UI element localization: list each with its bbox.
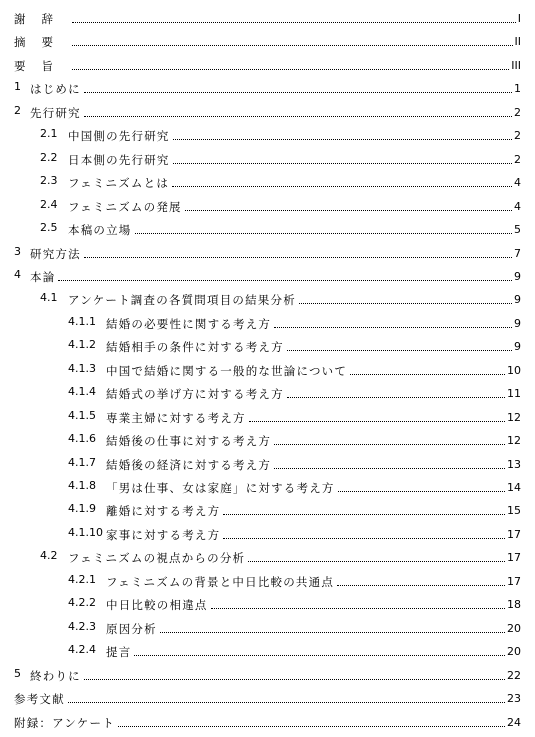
dot-leader xyxy=(249,421,505,422)
dot-leader xyxy=(172,186,512,187)
toc-entry[interactable] xyxy=(0,78,535,96)
toc-entry-title: 日本側の先行研究 xyxy=(68,152,170,167)
toc-entry-number: 4.2.2 xyxy=(68,596,96,610)
toc-entry-title: 中日比較の相違点 xyxy=(106,598,208,613)
toc-entry[interactable] xyxy=(0,149,535,167)
toc-entry-title: 参考文献 xyxy=(14,692,65,707)
toc-entry[interactable] xyxy=(0,618,535,636)
toc-entry-title: フェミニズムの背景と中日比較の共通点 xyxy=(106,574,335,589)
toc-entry-number: 4 xyxy=(14,267,21,281)
toc-entry-page: 23 xyxy=(507,692,521,706)
dot-leader xyxy=(84,679,505,680)
toc-entry-page: 17 xyxy=(507,574,521,588)
toc-entry[interactable] xyxy=(0,383,535,401)
toc-entry-number: 2.4 xyxy=(40,197,58,211)
dot-leader xyxy=(211,608,505,609)
toc-entry[interactable] xyxy=(0,641,535,659)
toc-entry-number: 4.1 xyxy=(40,291,58,305)
dot-leader xyxy=(338,491,505,492)
toc-entry[interactable] xyxy=(0,125,535,143)
toc-entry-page: III xyxy=(511,58,521,72)
toc-entry-number: 3 xyxy=(14,244,21,258)
toc-entry-title: 先行研究 xyxy=(30,105,81,120)
toc-entry-title: 家事に対する考え方 xyxy=(106,527,221,542)
dot-leader xyxy=(223,538,505,539)
toc-entry-title: 結婚相手の条件に対する考え方 xyxy=(106,340,284,355)
toc-entry-title: 中国で結婚に関する一般的な世論について xyxy=(106,363,348,378)
dot-leader xyxy=(160,632,505,633)
toc-entry-page: 9 xyxy=(514,316,521,330)
toc-entry-page: 15 xyxy=(507,504,521,518)
toc-entry-page: 2 xyxy=(514,129,521,143)
toc-entry[interactable] xyxy=(0,102,535,120)
toc-entry-title: フェミニズムの視点からの分析 xyxy=(68,551,246,566)
toc-entry-title: 謝辞 xyxy=(14,12,69,26)
dot-leader xyxy=(248,561,505,562)
dot-leader xyxy=(135,233,513,234)
toc-entry-title: 結婚式の挙げ方に対する考え方 xyxy=(106,387,284,402)
toc-entry-page: 10 xyxy=(507,363,521,377)
toc-entry-title: フェミニズムの発展 xyxy=(68,199,182,214)
dot-leader xyxy=(185,210,512,211)
toc-entry-page: 12 xyxy=(507,410,521,424)
toc-entry[interactable] xyxy=(0,454,535,472)
toc-entry[interactable] xyxy=(0,55,535,73)
toc-entry-title: はじめに xyxy=(30,82,81,97)
toc-entry[interactable] xyxy=(0,243,535,261)
toc-entry-title: 結婚後の仕事に対する考え方 xyxy=(106,434,272,449)
toc-entry-title: 結婚後の経済に対する考え方 xyxy=(106,457,272,472)
toc-entry[interactable] xyxy=(0,219,535,237)
toc-entry-number: 5 xyxy=(14,666,21,680)
toc-entry[interactable] xyxy=(0,289,535,307)
toc-entry-page: 14 xyxy=(507,481,521,494)
dot-leader xyxy=(274,327,512,328)
toc-entry-page: II xyxy=(514,35,521,49)
toc-entry[interactable] xyxy=(0,594,535,612)
dot-leader xyxy=(68,702,505,703)
toc-entry-title: 離婚に対する考え方 xyxy=(106,504,221,519)
toc-entry-number: 4.1.8 xyxy=(68,479,96,492)
toc-entry[interactable] xyxy=(0,547,535,565)
toc-entry-title: 中国側の先行研究 xyxy=(68,129,170,144)
toc-entry[interactable] xyxy=(0,336,535,354)
toc-entry[interactable] xyxy=(0,688,535,706)
toc-entry-page: 24 xyxy=(507,715,521,729)
toc-entry-number: 4.2.4 xyxy=(68,643,96,657)
toc-entry-page: 4 xyxy=(514,199,521,213)
toc-entry[interactable] xyxy=(0,313,535,331)
toc-entry[interactable] xyxy=(0,477,535,495)
dot-leader xyxy=(84,116,512,117)
toc-entry-title: 提言 xyxy=(106,645,132,660)
dot-leader xyxy=(173,163,512,164)
toc-entry-page: 11 xyxy=(507,387,521,401)
toc-entry-number: 2.1 xyxy=(40,127,58,141)
toc-entry-number: 4.1.9 xyxy=(68,502,96,516)
toc-entry-number: 4.2.3 xyxy=(68,619,96,633)
toc-entry[interactable] xyxy=(0,430,535,448)
toc-entry-page: 9 xyxy=(514,293,521,307)
toc-entry[interactable] xyxy=(0,712,535,730)
toc-entry-title: 「男は仕事、女は家庭」に対する考え方 xyxy=(106,481,335,495)
toc-entry-number: 4.2 xyxy=(40,549,58,563)
toc-entry-page: 20 xyxy=(507,621,521,635)
toc-entry-title: 摘要 xyxy=(14,35,69,50)
toc-entry[interactable] xyxy=(0,665,535,683)
dot-leader xyxy=(72,22,516,23)
toc-entry-page: I xyxy=(517,12,521,25)
toc-entry-page: 9 xyxy=(514,340,521,354)
toc-entry-page: 18 xyxy=(507,598,521,612)
toc-entry-page: 2 xyxy=(514,105,521,119)
toc-entry-title: 終わりに xyxy=(30,668,81,683)
toc-entry-number: 4.1.4 xyxy=(68,385,96,399)
toc-entry[interactable] xyxy=(0,407,535,425)
toc-entry[interactable] xyxy=(0,31,535,49)
toc-entry[interactable] xyxy=(0,360,535,378)
toc-entry-page: 17 xyxy=(507,527,521,541)
dot-leader xyxy=(274,468,505,469)
toc-entry-title: 専業主婦に対する考え方 xyxy=(106,410,246,425)
toc-entry-page: 4 xyxy=(514,176,521,190)
toc-entry-page: 20 xyxy=(507,645,521,659)
toc-entry-number: 2.5 xyxy=(40,221,58,235)
toc-entry-title: 研究方法 xyxy=(30,246,81,261)
dot-leader xyxy=(350,374,505,375)
toc-entry[interactable] xyxy=(0,196,535,214)
toc-entry-number: 2.2 xyxy=(40,150,58,164)
toc-entry-page: 12 xyxy=(507,434,521,448)
toc-entry-number: 2 xyxy=(14,103,21,117)
dot-leader xyxy=(72,69,509,70)
toc-entry-page: 13 xyxy=(507,457,521,471)
dot-leader xyxy=(287,397,505,398)
toc-entry-number: 4.1.3 xyxy=(68,361,96,375)
toc-entry-number: 2.3 xyxy=(40,174,58,188)
toc-entry-page: 1 xyxy=(514,82,521,96)
toc-entry-page: 22 xyxy=(507,668,521,682)
toc-entry-number: 4.1.7 xyxy=(68,455,96,469)
toc-entry-page: 17 xyxy=(507,551,521,565)
toc-entry-title: 原因分析 xyxy=(106,621,157,636)
dot-leader xyxy=(84,257,512,258)
toc-entry-title: アンケート調査の各質問項目の結果分析 xyxy=(68,293,296,308)
toc-entry-page: 9 xyxy=(514,269,521,283)
toc-entry-number: 1 xyxy=(14,80,21,94)
toc-entry-number: 4.1.1 xyxy=(68,314,96,328)
dot-leader xyxy=(134,655,505,656)
dot-leader xyxy=(223,514,505,515)
toc-entry-page: 7 xyxy=(514,246,521,260)
dot-leader xyxy=(287,350,512,351)
toc-entry-title: フェミニズムとは xyxy=(68,176,170,191)
dot-leader xyxy=(58,280,512,281)
toc-entry[interactable] xyxy=(0,524,535,542)
toc-entry-title: 要旨 xyxy=(14,58,69,73)
dot-leader xyxy=(173,139,512,140)
toc-entry-title: 本稿の立場 xyxy=(68,223,132,238)
dot-leader xyxy=(84,92,512,93)
toc-entry[interactable] xyxy=(0,500,535,518)
toc-entry[interactable] xyxy=(0,571,535,589)
dot-leader xyxy=(118,726,505,727)
toc-entry-number: 4.2.1 xyxy=(68,572,96,586)
toc-entry-number: 4.1.2 xyxy=(68,338,96,352)
toc-entry-number: 4.1.5 xyxy=(68,408,96,422)
toc-entry[interactable] xyxy=(0,266,535,284)
dot-leader xyxy=(274,444,505,445)
toc-entry-title: 本論 xyxy=(30,269,56,284)
toc-entry-number: 4.1.10 xyxy=(68,525,103,539)
dot-leader xyxy=(72,45,513,46)
toc-entry-title: 附録：アンケート xyxy=(14,715,115,730)
toc-entry[interactable] xyxy=(0,172,535,190)
toc-entry[interactable] xyxy=(0,8,535,26)
dot-leader xyxy=(299,303,512,304)
toc-entry-page: 2 xyxy=(514,152,521,166)
toc-entry-title: 結婚の必要性に関する考え方 xyxy=(106,316,272,331)
toc-entry-page: 5 xyxy=(514,223,521,237)
toc-entry-number: 4.1.6 xyxy=(68,432,96,446)
dot-leader xyxy=(337,585,505,586)
